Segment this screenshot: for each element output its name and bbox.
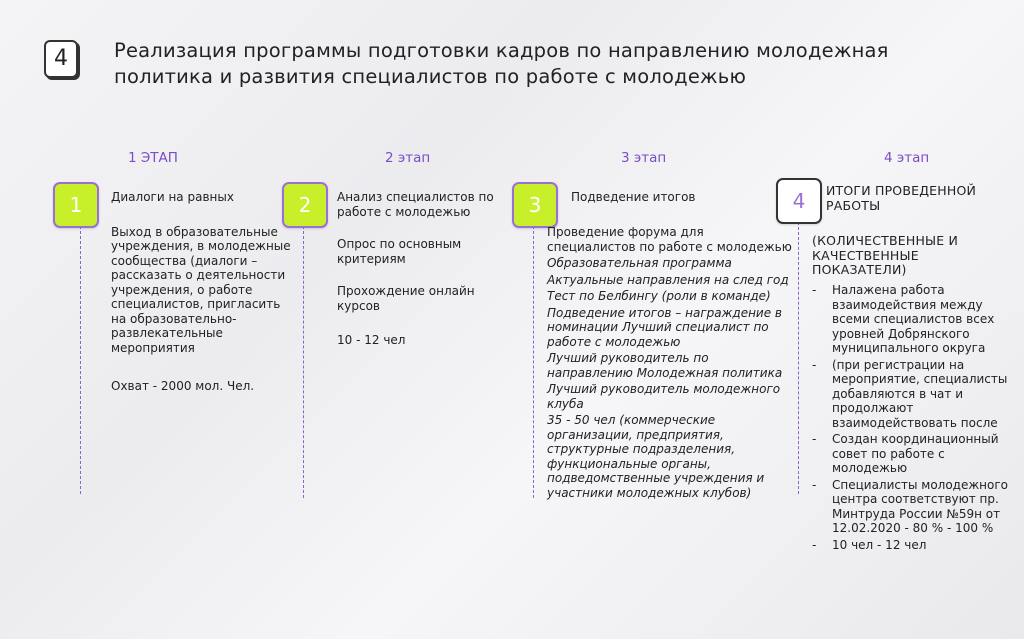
list-item: - Создан координационный совет по работе с молодежью [812, 432, 1012, 476]
slide-number-box: 4 [44, 40, 78, 78]
stage-2-heading: Анализ специалистов по работе с молодежью [337, 190, 494, 219]
list-item: Тест по Белбингу (роли в команде) [547, 289, 771, 303]
stage-4-timeline-line [798, 222, 799, 494]
stage-3-content [547, 225, 795, 500]
stage-1-timeline-line [80, 226, 81, 494]
stage-1-description: Выход в образовательные учреждения, в молодежные сообщества (диалоги – рассказать о деятельности учреждения, о работе специалистов, пригласить на образовательно-развлекательные мероприятия [111, 224, 291, 355]
stage-3-timeline-line [533, 226, 534, 498]
stage-2-survey: Опрос по основным критериям [337, 237, 462, 266]
stage-3-heading: Подведение итогов [571, 190, 696, 204]
slide-title: Реализация программы подготовки кадров по направлению молодежная политика и развития специалистов по работе с молодежью [114, 39, 889, 88]
stage-2-count: 10 - 12 чел [337, 333, 406, 347]
stage-4-label: 4 этап [884, 150, 930, 166]
list-item: Подведение итогов – награждение в номинации Лучший специалист по работе с молодежью [547, 305, 782, 349]
stage-2-content [337, 190, 509, 348]
stage-2-timeline-line [303, 226, 304, 498]
stage-3-badge: 3 [512, 182, 558, 228]
list-item: Актуальные направления на след год [547, 272, 789, 287]
stage-1-reach: Охват - 2000 мол. Чел. [111, 379, 255, 393]
stage-4-badge: 4 [776, 178, 822, 224]
stage-3-label: 3 этап [621, 150, 667, 166]
stage-1-label: 1 ЭТАП [128, 150, 178, 166]
stage-1-badge: 1 [53, 182, 99, 228]
stage-1-heading: Диалоги на равных [111, 190, 234, 204]
list-item: - (при регистрации на мероприятие, специалисты добавляются в чат и продолжают взаимодействовать после [812, 358, 1012, 431]
list-item: - Налажена работа взаимодействия между всеми специалистов всех уровней Добрянского муниципального округа [812, 283, 1012, 356]
stage-3-heading-wrap [571, 190, 771, 205]
stage-1-content [111, 190, 299, 394]
stage-2-label: 2 этап [385, 150, 431, 166]
list-item: - Специалисты молодежного центра соответствуют пр. Минтруда России №59н от 12.02.2020 - 80 % - 100 % [812, 478, 1012, 536]
stage-3-forum: Проведение форума для специалистов по работе с молодежью [547, 225, 792, 254]
stage-4-content [812, 283, 1012, 554]
list-item: Образовательная программа [547, 256, 732, 270]
list-item: Лучший руководитель по направлению Молодежная политика [547, 351, 783, 380]
list-item: Лучший руководитель молодежного клуба [547, 382, 781, 411]
stage-2-badge: 2 [282, 182, 328, 228]
list-item: - 10 чел - 12 чел [812, 538, 1012, 553]
stage-4-heading: ИТОГИ ПРОВЕДЕННОЙ РАБОТЫ [826, 183, 977, 213]
list-item: 35 - 50 чел (коммерческие организации, предприятия, структурные подразделения, функциональные органы, подведомственные учреждения и участники молодежных клубов) [547, 413, 765, 500]
stage-4-subheading: (КОЛИЧЕСТВЕННЫЕ И КАЧЕСТВЕННЫЕ ПОКАЗАТЕЛИ) [812, 233, 959, 277]
stage-2-courses: Прохождение онлайн курсов [337, 284, 475, 313]
